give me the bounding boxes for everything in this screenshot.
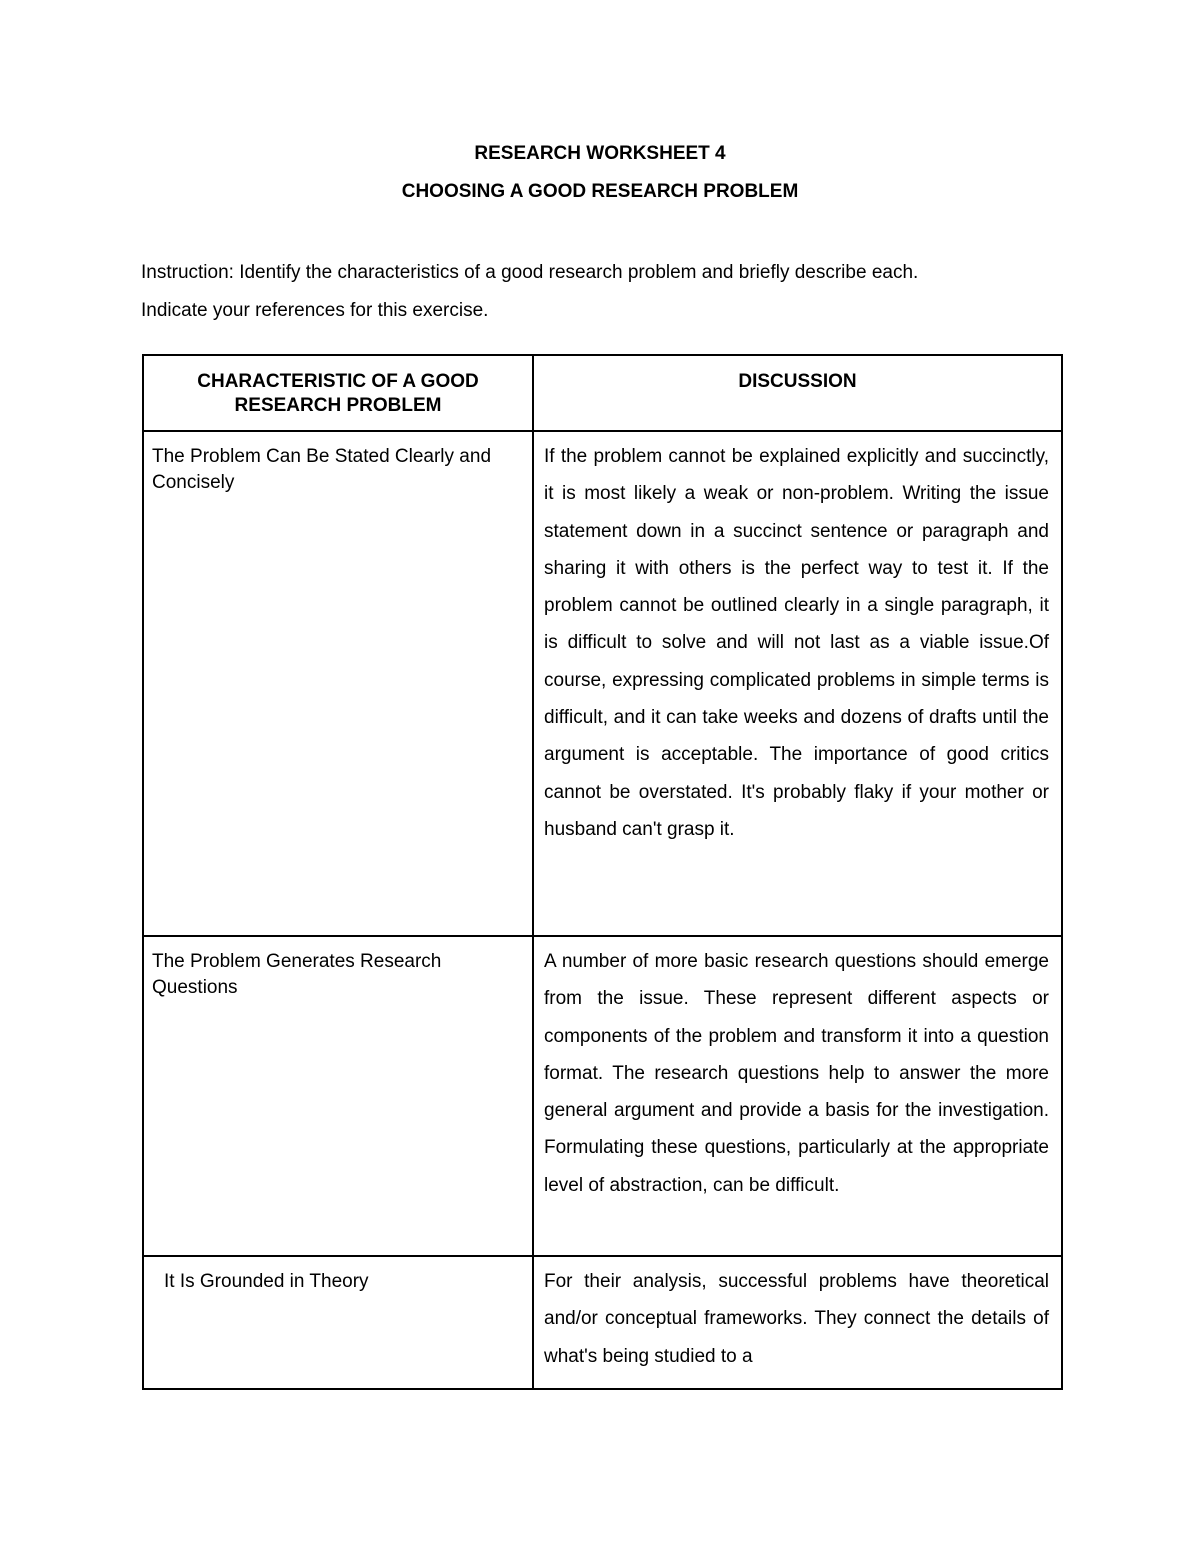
instruction-line-1: Instruction: Identify the characteristics of a good research problem and briefly describe each.: [141, 262, 919, 283]
characteristics-table: [142, 354, 1063, 1390]
discussion-cell: A number of more basic research questions should emerge from the issue. These represent different aspects or components of the problem and transform it into a question format. The research questions help to answer the more general argument and provide a basis for the investigation. Formulating these questions, particularly at the appropriate level of abstraction, can be difficult.: [533, 936, 1062, 1256]
characteristic-cell: The Problem Can Be Stated Clearly and Concisely: [143, 431, 533, 936]
instruction-block: [141, 254, 1061, 330]
discussion-cell: If the problem cannot be explained explicitly and succinctly, it is most likely a weak or non-problem. Writing the issue statement down in a succinct sentence or paragraph and sharing it with others is the perfect way to test it. If the problem cannot be outlined clearly in a single paragraph, it is difficult to solve and will not last as a viable issue.Of course, expressing complicated problems in simple terms is difficult, and it can take weeks and dozens of drafts until the argument is acceptable. The importance of good critics cannot be overstated. It's probably flaky if your mother or husband can't grasp it.: [533, 431, 1062, 936]
header-characteristic: CHARACTERISTIC OF A GOOD RESEARCH PROBLEM: [143, 355, 533, 431]
characteristic-cell: It Is Grounded in Theory: [143, 1256, 533, 1389]
table-header-row: [143, 355, 1062, 431]
characteristic-cell: The Problem Generates Research Questions: [143, 936, 533, 1256]
table-row: [143, 1256, 1062, 1389]
worksheet-title: RESEARCH WORKSHEET 4: [474, 143, 726, 164]
header-discussion: DISCUSSION: [533, 355, 1062, 431]
table-row: [143, 431, 1062, 936]
instruction-line-2: Indicate your references for this exercise.: [141, 300, 489, 321]
worksheet-subtitle: CHOOSING A GOOD RESEARCH PROBLEM: [401, 181, 799, 202]
table-row: [143, 936, 1062, 1256]
discussion-cell: For their analysis, successful problems have theoretical and/or conceptual frameworks. They connect the details of what's being studied to a: [533, 1256, 1062, 1389]
